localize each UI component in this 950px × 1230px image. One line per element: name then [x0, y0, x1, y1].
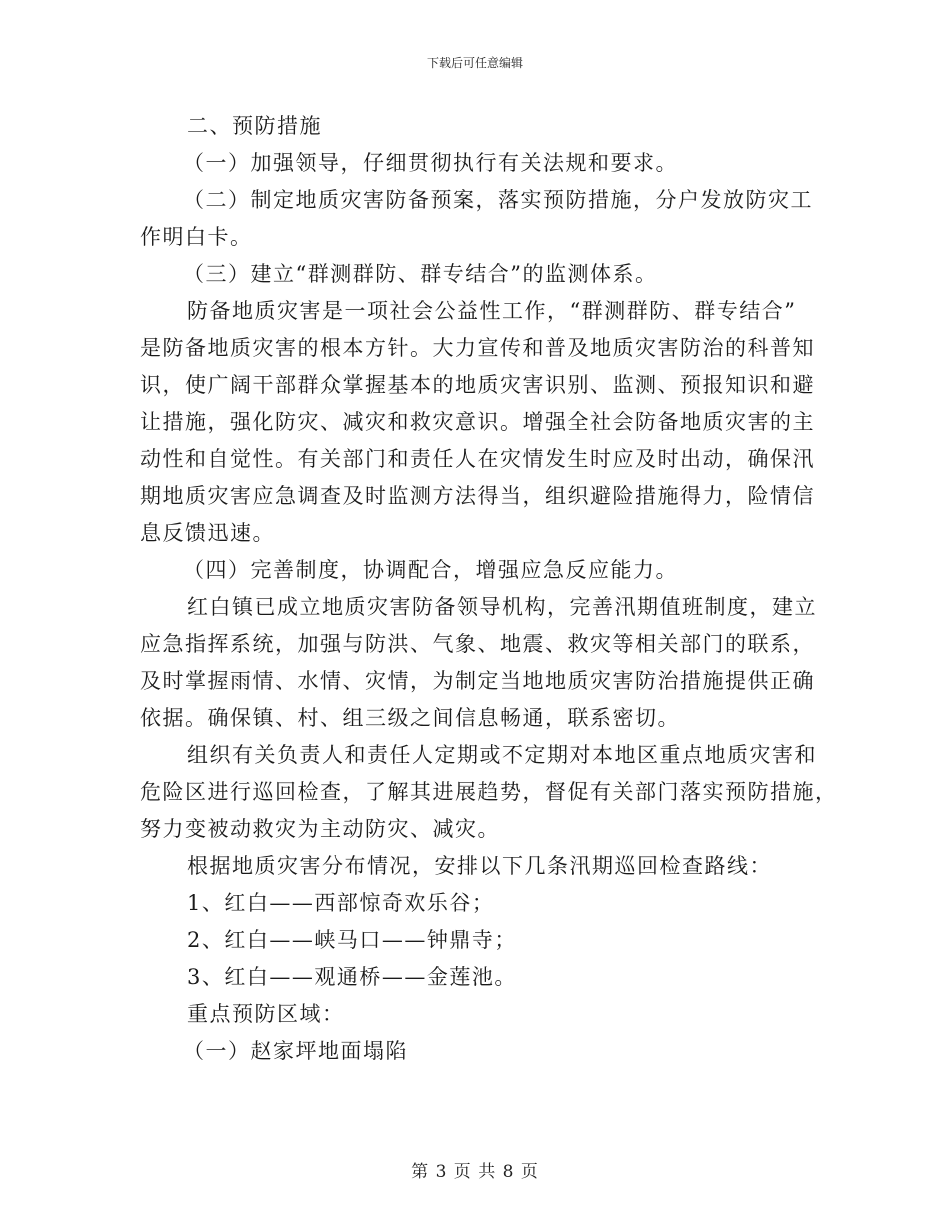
- paragraph-line: （三）建立“群测群防、群专结合”的监测体系。: [183, 262, 658, 286]
- page-header: 下载后可任意编辑: [426, 56, 523, 70]
- paragraph-line: （一）加强领导，仔细贯彻执行有关法规和要求。: [183, 151, 678, 175]
- paragraph-line: 应急指挥系统，加强与防洪、气象、地震、救灾等相关部门的联系，: [140, 632, 815, 656]
- paragraph-line: 依据。确保镇、村、组三级之间信息畅通，联系密切。: [140, 706, 680, 730]
- paragraph-line: 让措施，强化防灾、减灾和救灾意识。增强全社会防备地质灾害的主: [140, 410, 815, 434]
- page-footer: 第 3 页 共 8 页: [411, 1162, 539, 1182]
- paragraph-line: 努力变被动救灾为主动防灾、减灾。: [140, 817, 500, 841]
- paragraph-line: 动性和自觉性。有关部门和责任人在灾情发生时应及时出动，确保汛: [140, 447, 815, 471]
- paragraph-line: （四）完善制度，协调配合，增强应急反应能力。: [183, 558, 678, 582]
- paragraph-line: 识，使广阔干部群众掌握基本的地质灾害识别、监测、预报知识和避: [140, 373, 815, 397]
- section-heading: 二、预防措施: [187, 114, 322, 138]
- paragraph-line: 红白镇已成立地质灾害防备领导机构，完善汛期值班制度，建立: [187, 595, 817, 619]
- paragraph-line: （二）制定地质灾害防备预案，落实预防措施，分户发放防灾工: [183, 188, 813, 212]
- paragraph-line: 作明白卡。: [140, 225, 253, 249]
- paragraph-line: 根据地质灾害分布情况，安排以下几条汛期巡回检查路线：: [187, 854, 772, 878]
- paragraph-line: （一）赵家坪地面塌陷: [183, 1039, 408, 1063]
- list-item: 3、红白——观通桥——金莲池。: [187, 965, 517, 989]
- paragraph-line: 组织有关负责人和责任人定期或不定期对本地区重点地质灾害和: [187, 743, 817, 767]
- paragraph-line: 危险区进行巡回检查，了解其进展趋势，督促有关部门落实预防措施，: [140, 780, 838, 804]
- paragraph-line: 是防备地质灾害的根本方针。大力宣传和普及地质灾害防治的科普知: [140, 336, 815, 360]
- paragraph-line: 重点预防区域：: [187, 1002, 345, 1026]
- list-item: 1、红白——西部惊奇欢乐谷；: [187, 891, 495, 915]
- paragraph-line: 息反馈迅速。: [140, 521, 275, 545]
- paragraph-line: 防备地质灾害是一项社会公益性工作，“群测群防、群专结合”: [187, 299, 797, 323]
- paragraph-line: 期地质灾害应急调查及时监测方法得当，组织避险措施得力，险情信: [140, 484, 815, 508]
- document-body: [140, 108, 838, 1070]
- list-item: 2、红白——峡马口——钟鼎寺；: [187, 928, 517, 952]
- paragraph-line: 及时掌握雨情、水情、灾情，为制定当地地质灾害防治措施提供正确: [140, 669, 815, 693]
